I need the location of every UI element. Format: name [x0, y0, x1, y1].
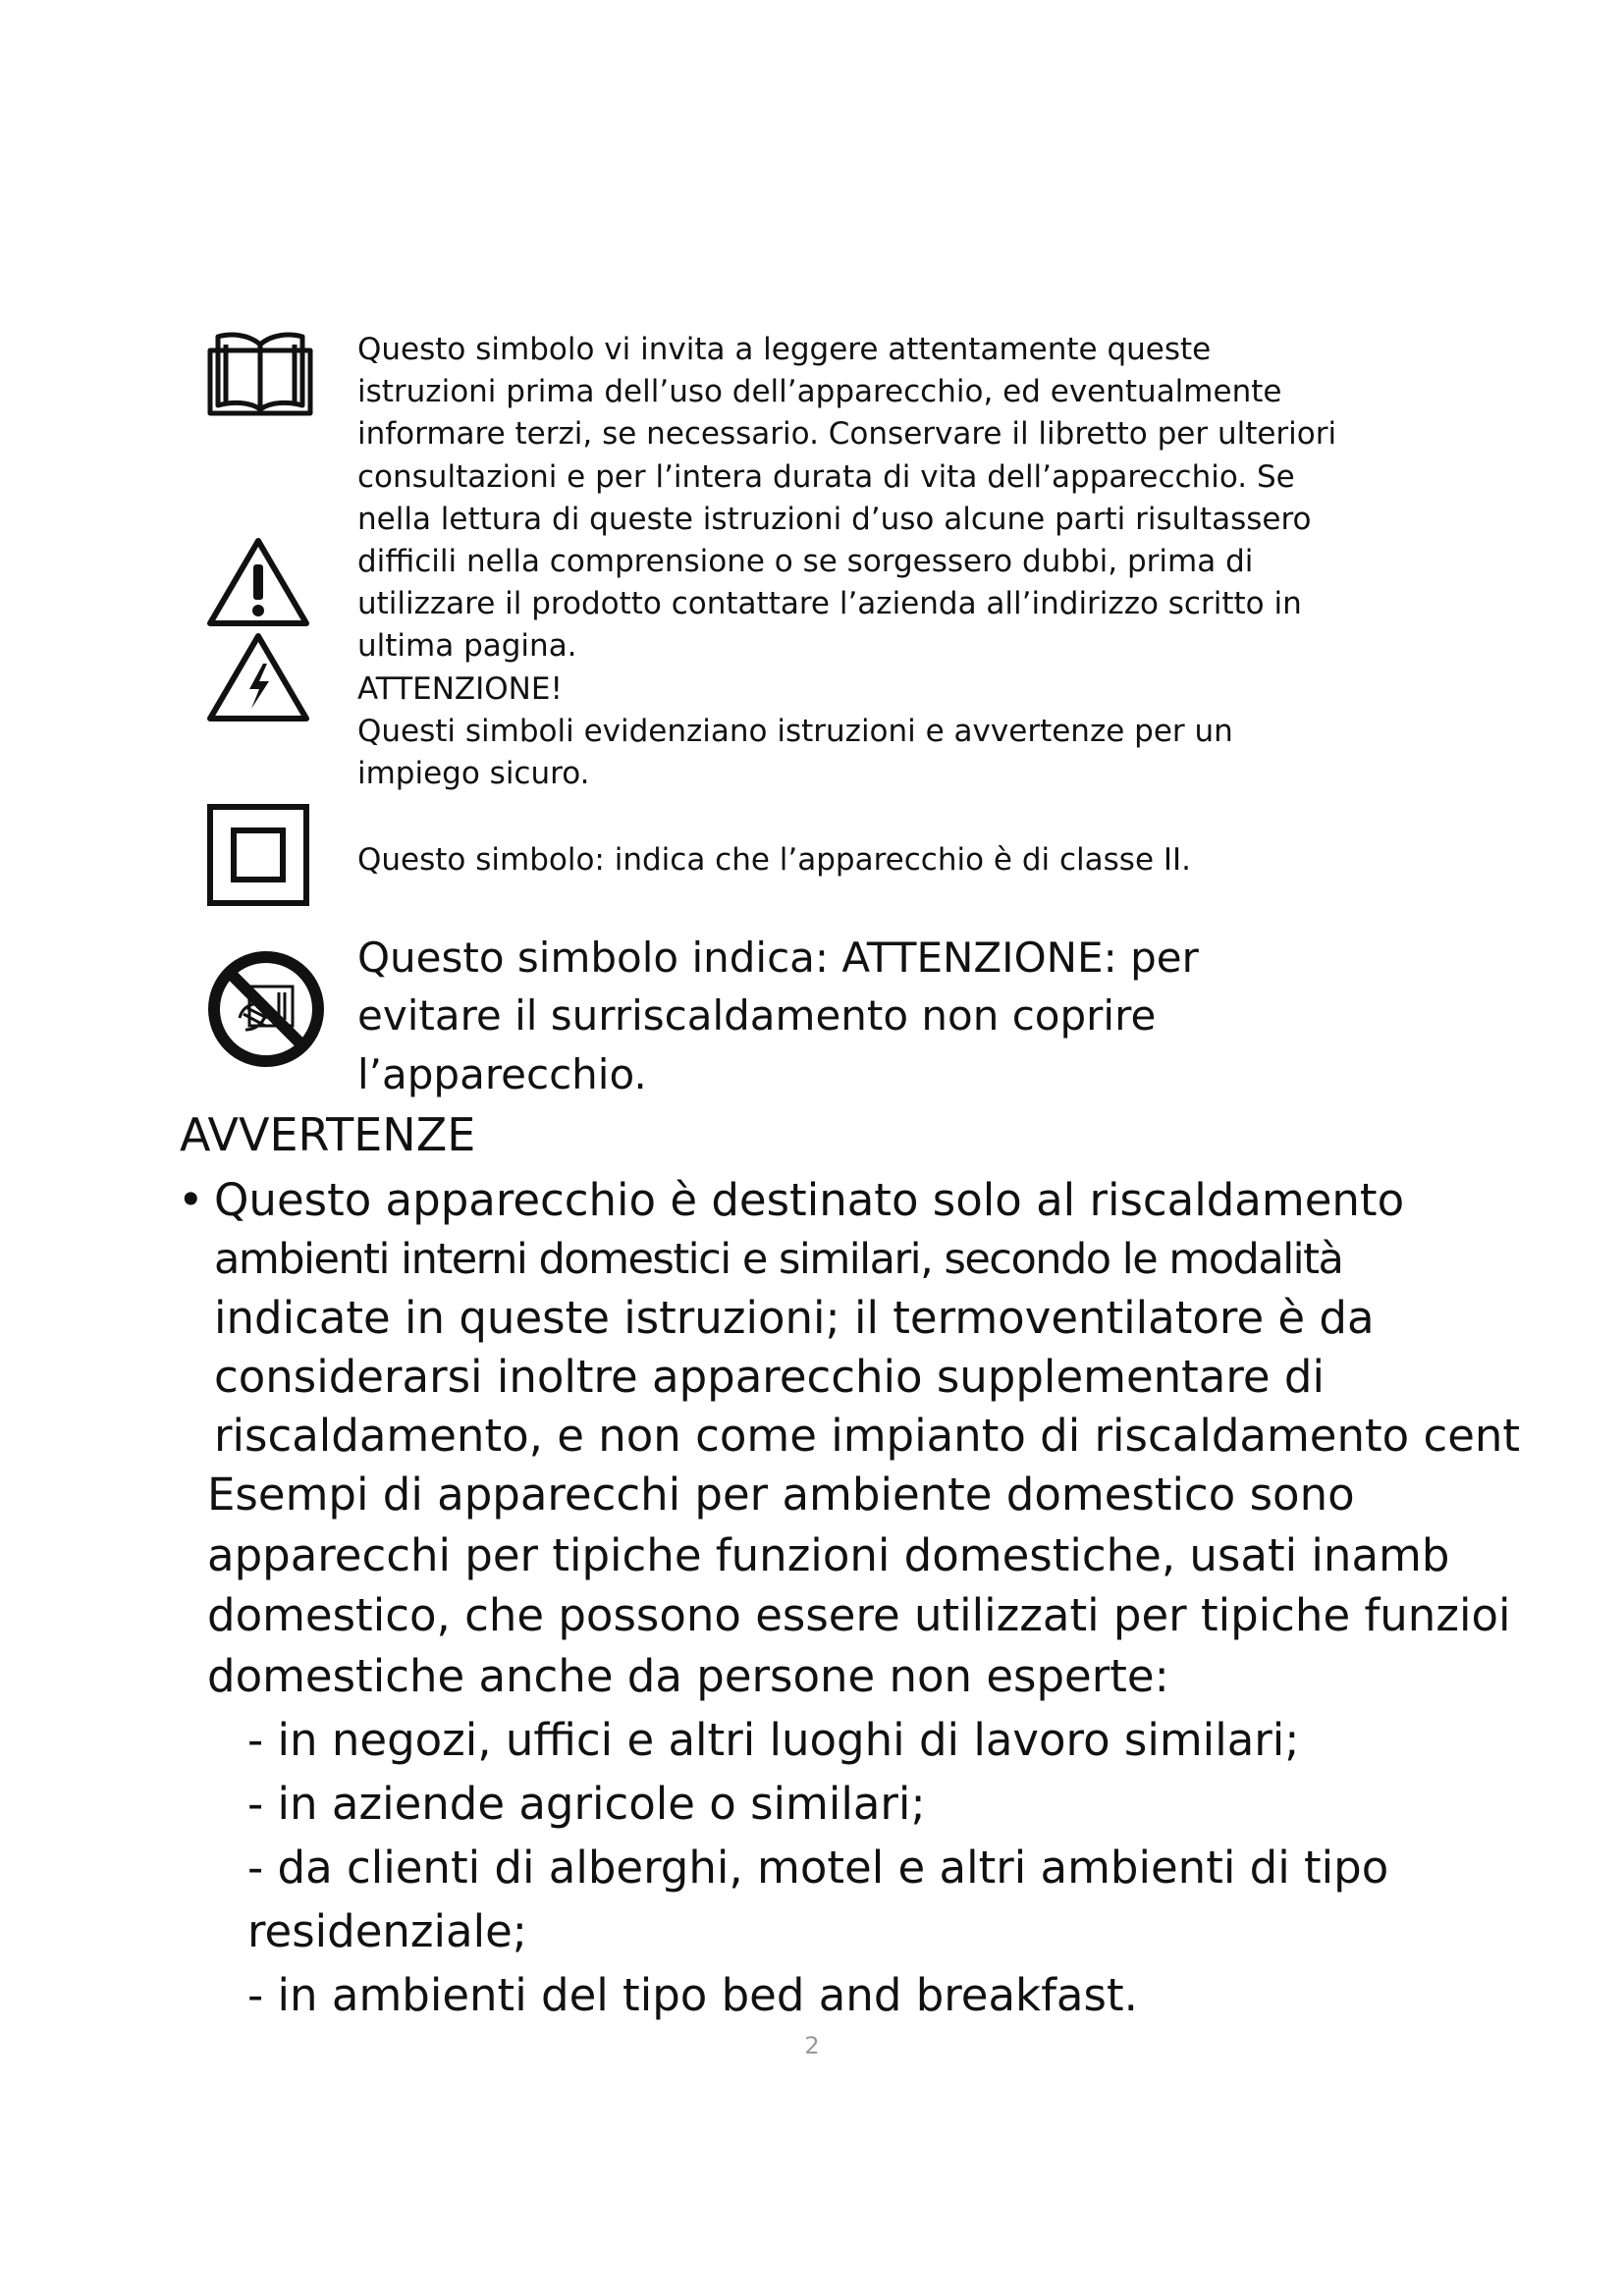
- examples-line: domestiche anche da persone non esperte:: [207, 1650, 1169, 1703]
- intro-line: consultazioni e per l’intera durata di vita dell’apparecchio. Se: [357, 458, 1295, 495]
- examples-paragraph: [207, 1465, 1510, 1707]
- cover-warning-emphasis: ATTENZIONE: [841, 934, 1104, 982]
- bullet-line: ambienti interni domestici e similari, secondo le modalità: [214, 1235, 1343, 1284]
- intro-line: impiego sicuro.: [357, 756, 590, 792]
- list-item: - da clienti di alberghi, motel e altri ambienti di tipo: [247, 1842, 1389, 1894]
- section-heading: AVVERTENZE: [180, 1108, 476, 1161]
- usage-list: [247, 1708, 1388, 2027]
- bullet-symbol: •: [178, 1174, 204, 1226]
- class-ii-text: Questo simbolo: indica che l’apparecchio è di classe II.: [357, 842, 1192, 878]
- list-item: - in ambienti del tipo bed and breakfast.: [247, 1969, 1138, 2021]
- intro-paragraph: [357, 329, 1388, 795]
- cover-warning-line: evitare il surriscaldamento non coprire: [357, 991, 1157, 1041]
- open-book-icon: [206, 331, 314, 417]
- cover-warning-prefix: Questo simbolo indica:: [357, 934, 842, 982]
- bullet-line: considerarsi inoltre apparecchio supplementare di: [214, 1351, 1325, 1403]
- examples-line: domestico, che possono essere utilizzati per tipiche funzioi: [207, 1589, 1511, 1642]
- cover-warning-suffix: : per: [1103, 934, 1199, 982]
- intro-line: utilizzare il prodotto contattare l’azienda all’indirizzo scritto in: [357, 586, 1302, 622]
- class-ii-double-square-icon: [206, 803, 310, 907]
- intro-line: informare terzi, se necessario. Conservare il libretto per ulteriori: [357, 416, 1337, 453]
- examples-line: Esempi di apparecchi per ambiente domestico sono: [207, 1468, 1355, 1521]
- intro-line: Questi simboli evidenziano istruzioni e avvertenze per un: [357, 713, 1233, 749]
- attention-label: ATTENZIONE!: [357, 670, 563, 707]
- intro-line: nella lettura di queste istruzioni d’uso alcune parti risultassero: [357, 501, 1312, 537]
- cover-warning-line: [357, 929, 1199, 987]
- intro-line: difficili nella comprensione o se sorgessero dubbi, prima di: [357, 544, 1254, 580]
- list-item: - in aziende agricole o similari;: [247, 1778, 926, 1830]
- list-item: residenziale;: [247, 1905, 527, 1957]
- do-not-cover-icon: [206, 949, 326, 1069]
- cover-warning: [357, 929, 1199, 1103]
- electric-hazard-icon: [204, 630, 312, 724]
- intro-line: Questo simbolo vi invita a leggere attentamente queste: [357, 332, 1212, 367]
- bullet-line: indicate in queste istruzioni; il termoventilatore è da: [214, 1292, 1375, 1344]
- list-item: - in negozi, uffici e altri luoghi di lavoro similari;: [247, 1714, 1300, 1766]
- bullet-line: Questo apparecchio è destinato solo al riscaldamento: [214, 1174, 1405, 1226]
- intro-line: ultima pagina.: [357, 628, 577, 665]
- bullet-paragraph: [214, 1171, 1589, 1466]
- cover-warning-line: l’apparecchio.: [357, 1049, 647, 1098]
- intro-line: istruzioni prima dell’uso dell’apparecchio, ed eventualmente: [357, 374, 1282, 410]
- warning-triangle-icon: [204, 535, 312, 629]
- examples-line: apparecchi per tipiche funzioni domestiche, usati inamb: [207, 1528, 1450, 1581]
- page-number: 2: [804, 2032, 820, 2059]
- bullet-line: riscaldamento, e non come impianto di riscaldamento cent: [214, 1410, 1521, 1462]
